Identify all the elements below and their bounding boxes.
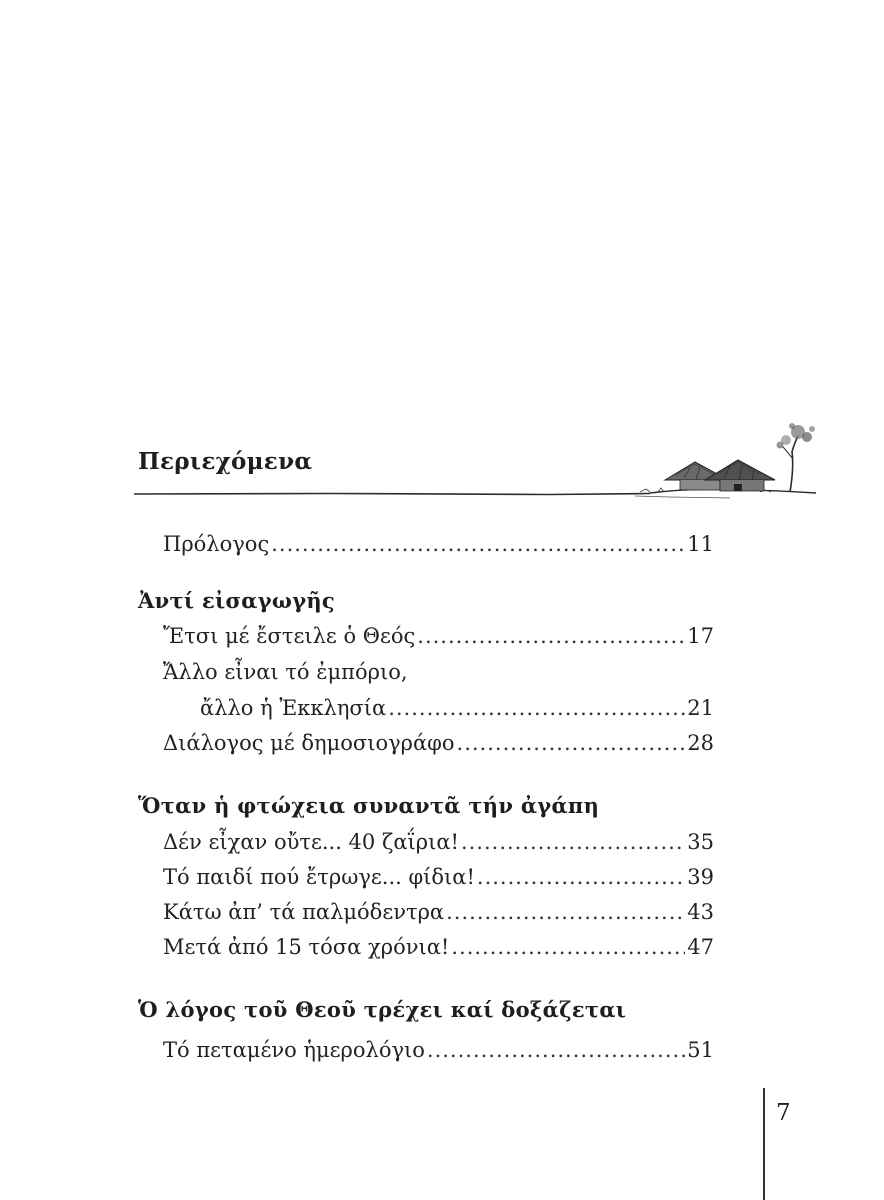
dot-leader — [417, 624, 685, 648]
toc-entry-title: Δέν εἶχαν οὔτε... 40 ζαΐρια! — [163, 830, 459, 854]
dot-leader — [271, 532, 685, 556]
toc-entry-page: 11 — [687, 532, 714, 556]
dot-leader — [451, 935, 685, 959]
toc-entry[interactable] — [163, 830, 714, 862]
dot-leader — [461, 830, 685, 854]
toc-entry[interactable] — [163, 865, 714, 897]
dot-leader — [457, 731, 686, 755]
toc-entry-title: Ἔτσι μέ ἔστειλε ὁ Θεός — [163, 624, 416, 648]
toc-entry[interactable] — [163, 900, 714, 932]
huts-and-tree-illustration — [130, 418, 820, 508]
toc-entry-title: Τό πεταμένο ἡμερολόγιο — [163, 1038, 425, 1062]
toc-entry-title-line1: Ἄλλο εἶναι τό ἐμπόριο, — [163, 660, 408, 684]
dot-leader — [477, 865, 685, 889]
toc-entry-page: 35 — [687, 830, 714, 854]
section-heading: Ὅταν ἡ φτώχεια συναντᾶ τήν ἀγάπη — [138, 793, 600, 818]
toc-entry-page: 43 — [687, 900, 714, 924]
toc-entry[interactable] — [163, 935, 714, 967]
toc-entry[interactable] — [163, 731, 714, 763]
toc-entry-page: 28 — [687, 731, 714, 755]
page-number-rule — [763, 1088, 765, 1200]
section-heading: Ἀντί εἰσαγωγῆς — [138, 588, 336, 613]
toc-entry-page: 51 — [687, 1038, 714, 1062]
section-heading: Ὁ λόγος τοῦ Θεοῦ τρέχει καί δοξάζεται — [138, 997, 627, 1022]
dot-leader — [446, 900, 685, 924]
toc-entry[interactable] — [163, 624, 714, 656]
toc-entry-title: Κάτω ἀπ’ τά παλμόδεντρα — [163, 900, 445, 924]
toc-entry-page: 39 — [687, 865, 714, 889]
toc-entry-title: Διάλογος μέ δημοσιογράφο — [163, 731, 455, 755]
toc-entry-prologue[interactable] — [163, 532, 714, 564]
toc-entry-page: 47 — [687, 935, 714, 959]
page-number: 7 — [776, 1100, 791, 1126]
toc-entry-page: 17 — [687, 624, 714, 648]
toc-entry-page: 21 — [687, 696, 714, 720]
toc-entry-title-line2: ἄλλο ἡ Ἐκκλησία — [200, 696, 387, 720]
page-title: Περιεχόμενα — [138, 448, 313, 475]
dot-leader — [427, 1038, 685, 1062]
toc-entry-title: Τό παιδί πού ἔτρωγε... φίδια! — [163, 865, 475, 889]
dot-leader — [388, 696, 685, 720]
toc-entry[interactable] — [163, 1038, 714, 1070]
toc-entry[interactable] — [200, 696, 714, 728]
toc-entry-title: Πρόλογος — [163, 532, 270, 556]
toc-entry-title: Μετά ἀπό 15 τόσα χρόνια! — [163, 935, 450, 959]
